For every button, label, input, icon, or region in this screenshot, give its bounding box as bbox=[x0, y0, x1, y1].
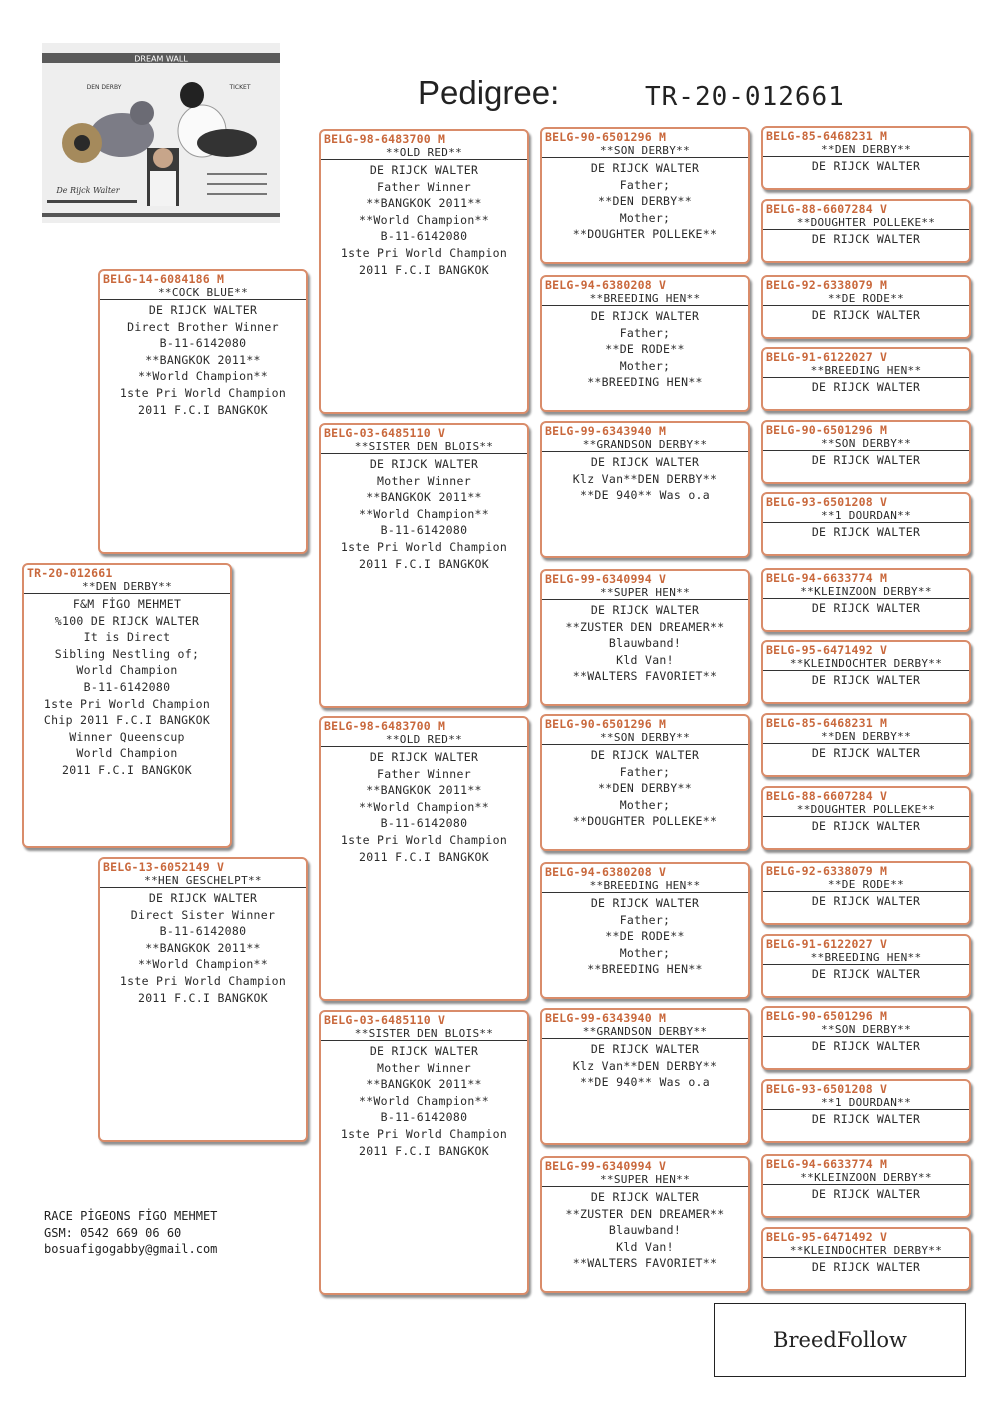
pigeon-name: **BREEDING HEN** bbox=[763, 951, 969, 965]
pedigree-card-sire[interactable] bbox=[98, 269, 308, 554]
info-line: **DEN DERBY** bbox=[598, 781, 692, 796]
contact-email[interactable]: bosuafigogabby@gmail.com bbox=[44, 1242, 218, 1256]
info-line: **BANGKOK 2011** bbox=[366, 1077, 482, 1092]
pigeon-name: **DEN DERBY** bbox=[763, 143, 969, 157]
info-line: Klz Van**DEN DERBY** bbox=[572, 471, 718, 486]
info-line: Mother; bbox=[619, 358, 671, 373]
pigeon-name: **1 DOURDAN** bbox=[763, 1096, 969, 1110]
pedigree-card-ancestor[interactable] bbox=[761, 934, 971, 998]
info-line: **World Champion** bbox=[137, 369, 269, 384]
info-line: **BANGKOK 2011** bbox=[145, 940, 261, 955]
info-line: **World Champion** bbox=[358, 799, 490, 814]
logo-banner-text: DREAM WALL bbox=[134, 54, 188, 64]
pedigree-card-ancestor[interactable] bbox=[761, 786, 971, 850]
info-line: 1ste Pri World Champion bbox=[340, 539, 508, 554]
ring-number: BELG-99-6343940 M bbox=[545, 424, 667, 438]
pigeon-name: **SON DERBY** bbox=[542, 144, 748, 158]
pigeon-name: **SUPER HEN** bbox=[542, 586, 748, 600]
pigeon-name: **1 DOURDAN** bbox=[763, 509, 969, 523]
info-line: 2011 F.C.I BANGKOK bbox=[137, 990, 269, 1005]
pedigree-card-great-grandparent[interactable] bbox=[540, 127, 750, 264]
info-line: DE RIJCK WALTER bbox=[811, 308, 921, 322]
info-line: Mother Winner bbox=[377, 1060, 471, 1075]
ring-number: BELG-92-6338079 M bbox=[766, 864, 888, 878]
pedigree-card-great-grandparent[interactable] bbox=[540, 862, 750, 999]
ring-number: BELG-99-6343940 M bbox=[545, 1011, 667, 1025]
pigeon-name: **BREEDING HEN** bbox=[763, 364, 969, 378]
info-line: **DE RODE** bbox=[605, 929, 685, 944]
logo-left-bird-label: DEN DERBY bbox=[86, 84, 122, 91]
pedigree-card-great-grandparent[interactable] bbox=[540, 1008, 750, 1145]
pigeon-name: **SON DERBY** bbox=[763, 1023, 969, 1037]
info-line: Kld Van! bbox=[616, 652, 674, 667]
ring-number: BELG-85-6468231 M bbox=[766, 129, 888, 143]
contact-block bbox=[44, 1208, 217, 1258]
info-line: DE RIJCK WALTER bbox=[590, 748, 700, 762]
info-line: DE RIJCK WALTER bbox=[811, 1039, 921, 1053]
info-line: Mother Winner bbox=[377, 473, 471, 488]
pedigree-card-great-grandparent[interactable] bbox=[540, 1156, 750, 1293]
ring-number: BELG-93-6501208 V bbox=[766, 495, 888, 509]
info-line: F&M FİGO MEHMET bbox=[72, 597, 182, 611]
loft-logo bbox=[42, 43, 280, 223]
info-line: DE RIJCK WALTER bbox=[590, 455, 700, 469]
pigeon-name: **SON DERBY** bbox=[763, 437, 969, 451]
info-line: DE RIJCK WALTER bbox=[811, 1187, 921, 1201]
info-line: B-11-6142080 bbox=[380, 229, 468, 244]
info-line: Father Winner bbox=[377, 766, 471, 781]
pedigree-card-ancestor[interactable] bbox=[761, 640, 971, 704]
info-line: World Champion bbox=[76, 663, 178, 678]
pigeon-name: **SUPER HEN** bbox=[542, 1173, 748, 1187]
ring-number: BELG-94-6380208 V bbox=[545, 278, 667, 292]
info-line: 2011 F.C.I BANGKOK bbox=[61, 762, 193, 777]
pigeon-name: **DOUGHTER POLLEKE** bbox=[763, 803, 969, 817]
ring-number: BELG-90-6501296 M bbox=[766, 423, 888, 437]
info-line: B-11-6142080 bbox=[159, 336, 247, 351]
info-line: 1ste Pri World Champion bbox=[119, 385, 287, 400]
ring-number: BELG-88-6607284 V bbox=[766, 789, 888, 803]
ring-number: BELG-03-6485110 V bbox=[324, 426, 446, 440]
info-line: DE RIJCK WALTER bbox=[811, 601, 921, 615]
info-line: 2011 F.C.I BANGKOK bbox=[358, 849, 490, 864]
pedigree-card-ancestor[interactable] bbox=[761, 420, 971, 484]
info-line: Blauwband! bbox=[608, 636, 682, 651]
info-line: DE RIJCK WALTER bbox=[590, 1042, 700, 1056]
info-line: 1ste Pri World Champion bbox=[340, 245, 508, 260]
pigeon-name: **SISTER DEN BLOIS** bbox=[321, 1027, 527, 1041]
ring-number: BELG-13-6052149 V bbox=[103, 860, 225, 874]
info-line: **World Champion** bbox=[137, 957, 269, 972]
pedigree-card-ancestor[interactable] bbox=[761, 492, 971, 556]
info-line: DE RIJCK WALTER bbox=[590, 161, 700, 175]
info-line: 1ste Pri World Champion bbox=[43, 696, 211, 711]
info-line: 2011 F.C.I BANGKOK bbox=[358, 1143, 490, 1158]
pedigree-card-ancestor[interactable] bbox=[761, 199, 971, 263]
pigeon-name: **HEN GESCHELPT** bbox=[100, 874, 306, 888]
info-line: Father; bbox=[619, 177, 671, 192]
pedigree-card-ancestor[interactable] bbox=[761, 713, 971, 777]
pigeon-name: **OLD RED** bbox=[321, 146, 527, 160]
info-line: DE RIJCK WALTER bbox=[369, 1044, 479, 1058]
pigeon-name: **KLEINDOCHTER DERBY** bbox=[763, 1244, 969, 1258]
info-line: **ZUSTER DEN DREAMER** bbox=[565, 619, 725, 634]
info-line: Sibling Nestling of; bbox=[54, 646, 200, 661]
info-line: DE RIJCK WALTER bbox=[811, 894, 921, 908]
info-line: **DE RODE** bbox=[605, 342, 685, 357]
ring-number: BELG-93-6501208 V bbox=[766, 1082, 888, 1096]
ring-number: BELG-92-6338079 M bbox=[766, 278, 888, 292]
ring-number: BELG-94-6380208 V bbox=[545, 865, 667, 879]
info-line: DE RIJCK WALTER bbox=[811, 967, 921, 981]
pigeon-name: **DE RODE** bbox=[763, 878, 969, 892]
info-line: 1ste Pri World Champion bbox=[340, 832, 508, 847]
ring-number: BELG-99-6340994 V bbox=[545, 1159, 667, 1173]
info-line: DE RIJCK WALTER bbox=[590, 309, 700, 323]
info-line: **WALTERS FAVORIET** bbox=[572, 669, 718, 684]
info-line: Father; bbox=[619, 764, 671, 779]
pedigree-card-ancestor[interactable] bbox=[761, 1154, 971, 1218]
info-line: **DOUGHTER POLLEKE** bbox=[572, 227, 718, 242]
logo-artwork bbox=[42, 43, 280, 223]
info-line: 1ste Pri World Champion bbox=[340, 1126, 508, 1141]
pedigree-card-ancestor[interactable] bbox=[761, 347, 971, 411]
info-line: Father; bbox=[619, 912, 671, 927]
ring-number: BELG-94-6633774 M bbox=[766, 1157, 888, 1171]
pigeon-name: **BREEDING HEN** bbox=[542, 879, 748, 893]
info-line: Klz Van**DEN DERBY** bbox=[572, 1058, 718, 1073]
pigeon-name: **COCK BLUE** bbox=[100, 286, 306, 300]
info-line: DE RIJCK WALTER bbox=[369, 163, 479, 177]
pigeon-name: **GRANDSON DERBY** bbox=[542, 1025, 748, 1039]
pigeon-name: **KLEINZOON DERBY** bbox=[763, 1171, 969, 1185]
pigeon-name: **SISTER DEN BLOIS** bbox=[321, 440, 527, 454]
pedigree-card-grandparent[interactable] bbox=[319, 716, 529, 1001]
info-line: Mother; bbox=[619, 210, 671, 225]
info-line: DE RIJCK WALTER bbox=[148, 891, 258, 905]
info-line: DE RIJCK WALTER bbox=[811, 1112, 921, 1126]
pedigree-card-ancestor[interactable] bbox=[761, 1006, 971, 1070]
info-line: DE RIJCK WALTER bbox=[811, 746, 921, 760]
info-line: Blauwband! bbox=[608, 1223, 682, 1238]
pedigree-card-ancestor[interactable] bbox=[761, 275, 971, 339]
ring-number: BELG-91-6122027 V bbox=[766, 937, 888, 951]
info-line: 2011 F.C.I BANGKOK bbox=[358, 556, 490, 571]
info-line: DE RIJCK WALTER bbox=[811, 673, 921, 687]
info-line: **WALTERS FAVORIET** bbox=[572, 1256, 718, 1271]
pedigree-card-great-grandparent[interactable] bbox=[540, 714, 750, 851]
pedigree-card-ancestor[interactable] bbox=[761, 1079, 971, 1143]
info-line: Mother; bbox=[619, 945, 671, 960]
ring-number: BELG-98-6483700 M bbox=[324, 719, 446, 733]
pedigree-card-ancestor[interactable] bbox=[761, 126, 971, 190]
pedigree-card-great-grandparent[interactable] bbox=[540, 569, 750, 706]
info-line: **World Champion** bbox=[358, 1093, 490, 1108]
info-line: B-11-6142080 bbox=[380, 816, 468, 831]
info-line: DE RIJCK WALTER bbox=[369, 750, 479, 764]
pedigree-card-great-grandparent[interactable] bbox=[540, 421, 750, 558]
info-line: DE RIJCK WALTER bbox=[811, 380, 921, 394]
pedigree-card-grandparent[interactable] bbox=[319, 423, 529, 708]
ring-number: BELG-95-6471492 V bbox=[766, 1230, 888, 1244]
logo-right-bird-label: TICKET bbox=[229, 84, 251, 91]
pigeon-name: **DE RODE** bbox=[763, 292, 969, 306]
info-line: Winner Queenscup bbox=[69, 729, 185, 744]
pedigree-card-dam[interactable] bbox=[98, 857, 308, 1142]
info-line: Father; bbox=[619, 325, 671, 340]
ring-number: BELG-90-6501296 M bbox=[545, 130, 667, 144]
info-line: DE RIJCK WALTER bbox=[811, 819, 921, 833]
ring-number: BELG-90-6501296 M bbox=[545, 717, 667, 731]
pigeon-name: **BREEDING HEN** bbox=[542, 292, 748, 306]
info-line: **BANGKOK 2011** bbox=[145, 352, 261, 367]
pigeon-name: **OLD RED** bbox=[321, 733, 527, 747]
info-line: DE RIJCK WALTER bbox=[811, 1260, 921, 1274]
info-line: Kld Van! bbox=[616, 1239, 674, 1254]
info-line: **BANGKOK 2011** bbox=[366, 490, 482, 505]
ring-number: BELG-85-6468231 M bbox=[766, 716, 888, 730]
info-line: B-11-6142080 bbox=[159, 924, 247, 939]
info-line: %100 DE RIJCK WALTER bbox=[54, 613, 200, 628]
pigeon-name: **DEN DERBY** bbox=[763, 730, 969, 744]
info-line: DE RIJCK WALTER bbox=[811, 159, 921, 173]
info-line: 2011 F.C.I BANGKOK bbox=[358, 262, 490, 277]
info-line: **DE 940** Was o.a bbox=[579, 488, 711, 503]
info-line: DE RIJCK WALTER bbox=[590, 603, 700, 617]
info-line: DE RIJCK WALTER bbox=[811, 525, 921, 539]
info-line: Mother; bbox=[619, 797, 671, 812]
pigeon-name: **SON DERBY** bbox=[542, 731, 748, 745]
info-line: **DOUGHTER POLLEKE** bbox=[572, 814, 718, 829]
info-line: **BANGKOK 2011** bbox=[366, 196, 482, 211]
pedigree-card-great-grandparent[interactable] bbox=[540, 275, 750, 412]
page-title: Pedigree: bbox=[418, 74, 560, 111]
pedigree-card-ancestor[interactable] bbox=[761, 1227, 971, 1291]
info-line: B-11-6142080 bbox=[380, 1110, 468, 1125]
pedigree-card-ancestor[interactable] bbox=[761, 568, 971, 632]
info-line: DE RIJCK WALTER bbox=[148, 303, 258, 317]
info-line: DE RIJCK WALTER bbox=[811, 453, 921, 467]
info-line: **DEN DERBY** bbox=[598, 194, 692, 209]
info-line: **BREEDING HEN** bbox=[587, 962, 703, 977]
ring-number: BELG-95-6471492 V bbox=[766, 643, 888, 657]
contact-loft-name: RACE PİGEONS FİGO MEHMET bbox=[44, 1209, 218, 1223]
ring-number: TR-20-012661 bbox=[27, 566, 113, 580]
pigeon-name: **GRANDSON DERBY** bbox=[542, 438, 748, 452]
breedfollow-brand-box: BreedFollow bbox=[714, 1303, 966, 1377]
info-line: **BREEDING HEN** bbox=[587, 375, 703, 390]
pigeon-name: **DOUGHTER POLLEKE** bbox=[763, 216, 969, 230]
pedigree-card-grandparent[interactable] bbox=[319, 1010, 529, 1295]
info-line: DE RIJCK WALTER bbox=[590, 896, 700, 910]
logo-owner-name: De Rijck Walter bbox=[56, 186, 120, 195]
info-line: 2011 F.C.I BANGKOK bbox=[137, 402, 269, 417]
ring-number: BELG-03-6485110 V bbox=[324, 1013, 446, 1027]
info-line: It is Direct bbox=[83, 630, 171, 645]
ring-number: BELG-90-6501296 M bbox=[766, 1009, 888, 1023]
info-line: DE RIJCK WALTER bbox=[811, 232, 921, 246]
ring-number: BELG-88-6607284 V bbox=[766, 202, 888, 216]
info-line: DE RIJCK WALTER bbox=[590, 1190, 700, 1204]
page-ring-number: TR-20-012661 bbox=[645, 82, 845, 112]
info-line: Direct Sister Winner bbox=[130, 907, 276, 922]
info-line: **World Champion** bbox=[358, 506, 490, 521]
pedigree-card-ancestor[interactable] bbox=[761, 861, 971, 925]
info-line: B-11-6142080 bbox=[380, 523, 468, 538]
info-line: **ZUSTER DEN DREAMER** bbox=[565, 1206, 725, 1221]
info-line: B-11-6142080 bbox=[83, 679, 171, 694]
info-line: **World Champion** bbox=[358, 212, 490, 227]
pigeon-name: **KLEINDOCHTER DERBY** bbox=[763, 657, 969, 671]
info-line: DE RIJCK WALTER bbox=[369, 457, 479, 471]
contact-phone: GSM: 0542 669 06 60 bbox=[44, 1225, 182, 1240]
pedigree-card-grandparent[interactable] bbox=[319, 129, 529, 414]
info-line: **DE 940** Was o.a bbox=[579, 1075, 711, 1090]
info-line: World Champion bbox=[76, 746, 178, 761]
ring-number: BELG-99-6340994 V bbox=[545, 572, 667, 586]
info-line: **BANGKOK 2011** bbox=[366, 783, 482, 798]
info-line: Direct Brother Winner bbox=[127, 319, 279, 334]
ring-number: BELG-94-6633774 M bbox=[766, 571, 888, 585]
pedigree-card-subject[interactable] bbox=[22, 563, 232, 848]
ring-number: BELG-91-6122027 V bbox=[766, 350, 888, 364]
ring-number: BELG-98-6483700 M bbox=[324, 132, 446, 146]
info-line: Father Winner bbox=[377, 179, 471, 194]
ring-number: BELG-14-6084186 M bbox=[103, 272, 225, 286]
pigeon-name: **KLEINZOON DERBY** bbox=[763, 585, 969, 599]
info-line: Chip 2011 F.C.I BANGKOK bbox=[43, 713, 211, 728]
info-line: 1ste Pri World Champion bbox=[119, 973, 287, 988]
pigeon-name: **DEN DERBY** bbox=[24, 580, 230, 594]
